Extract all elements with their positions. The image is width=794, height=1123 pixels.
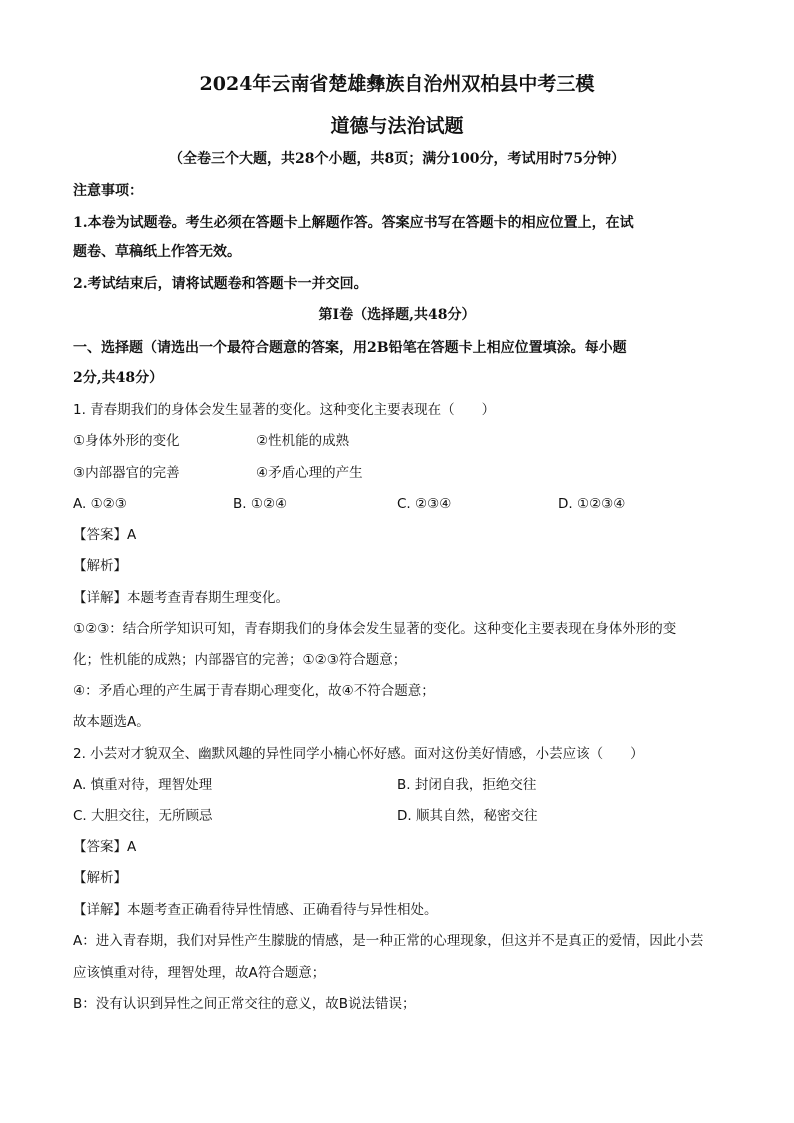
part1-heading: 一、选择题（请选出一个最符合题意的答案，用2B铅笔在答题卡上相应位置填涂。每小题 bbox=[73, 340, 627, 356]
part1-heading-cont: 2分,共48分） bbox=[73, 370, 164, 386]
q2-explanation-b: B：没有认识到异性之间正常交往的意义，故B说法错误； bbox=[73, 996, 416, 1012]
q2-stem: 2. 小芸对才貌双全、幽默风趣的异性同学小楠心怀好感。面对这份美好情感，小芸应该（ ） bbox=[73, 746, 644, 762]
q2-option-a: A. 慎重对待，理智处理 bbox=[73, 777, 213, 793]
q2-detail: 【详解】本题考查正确看待异性情感、正确看待与异性相处。 bbox=[73, 902, 438, 918]
q1-detail: 【详解】本题考查青春期生理变化。 bbox=[73, 590, 289, 606]
q1-item-4: ④矛盾心理的产生 bbox=[256, 465, 363, 481]
q2-answer: 【答案】A bbox=[73, 839, 137, 855]
q1-answer: 【答案】A bbox=[73, 527, 137, 543]
q1-option-a: A. ①②③ bbox=[73, 496, 127, 512]
volume-title: 第Ⅰ卷（选择题,共48分） bbox=[318, 307, 476, 323]
q1-explanation-1: ①②③：结合所学知识可知，青春期我们的身体会发生显著的变化。这种变化主要表现在身体外形的变 bbox=[73, 621, 677, 637]
q1-option-b: B. ①②④ bbox=[233, 496, 288, 512]
subject-title: 道德与法治试题 bbox=[330, 115, 464, 137]
q2-option-d: D. 顺其自然，秘密交往 bbox=[397, 808, 538, 824]
q2-analysis: 【解析】 bbox=[73, 870, 127, 886]
q1-explanation-2: ④：矛盾心理的产生属于青春期心理变化，故④不符合题意； bbox=[73, 683, 435, 699]
exam-info: （全卷三个大题，共28个小题，共8页；满分100分，考试用时75分钟） bbox=[169, 151, 625, 167]
q1-item-2: ②性机能的成熟 bbox=[256, 433, 350, 449]
notes-item-1: 1.本卷为试题卷。考生必须在答题卡上解题作答。答案应书写在答题卡的相应位置上，在试 bbox=[73, 215, 634, 231]
q2-option-c: C. 大胆交往，无所顾忌 bbox=[73, 808, 213, 824]
notes-item-2: 2.考试结束后，请将试题卷和答题卡一并交回。 bbox=[73, 276, 368, 292]
q1-stem: 1. 青春期我们的身体会发生显著的变化。这种变化主要表现在（ ） bbox=[73, 402, 496, 418]
q2-explanation-a-cont: 应该慎重对待，理智处理，故A符合题意； bbox=[73, 965, 326, 981]
q1-explanation-1-cont: 化；性机能的成熟；内部器官的完善；①②③符合题意； bbox=[73, 652, 407, 668]
q1-item-1: ①身体外形的变化 bbox=[73, 433, 180, 449]
q1-item-3: ③内部器官的完善 bbox=[73, 465, 180, 481]
notes-heading: 注意事项： bbox=[73, 183, 143, 199]
q1-option-c: C. ②③④ bbox=[397, 496, 452, 512]
q1-option-d: D. ①②③④ bbox=[558, 496, 626, 512]
q1-analysis: 【解析】 bbox=[73, 558, 127, 574]
notes-item-1-cont: 题卷、草稿纸上作答无效。 bbox=[73, 244, 241, 260]
q2-option-b: B. 封闭自我，拒绝交往 bbox=[397, 777, 537, 793]
q1-conclusion: 故本题选A。 bbox=[73, 714, 150, 730]
q2-explanation-a: A：进入青春期，我们对异性产生朦胧的情感，是一种正常的心理现象，但这并不是真正的爱情，因此小芸 bbox=[73, 933, 704, 949]
exam-title: 2024年云南省楚雄彝族自治州双柏县中考三模 bbox=[199, 73, 595, 95]
